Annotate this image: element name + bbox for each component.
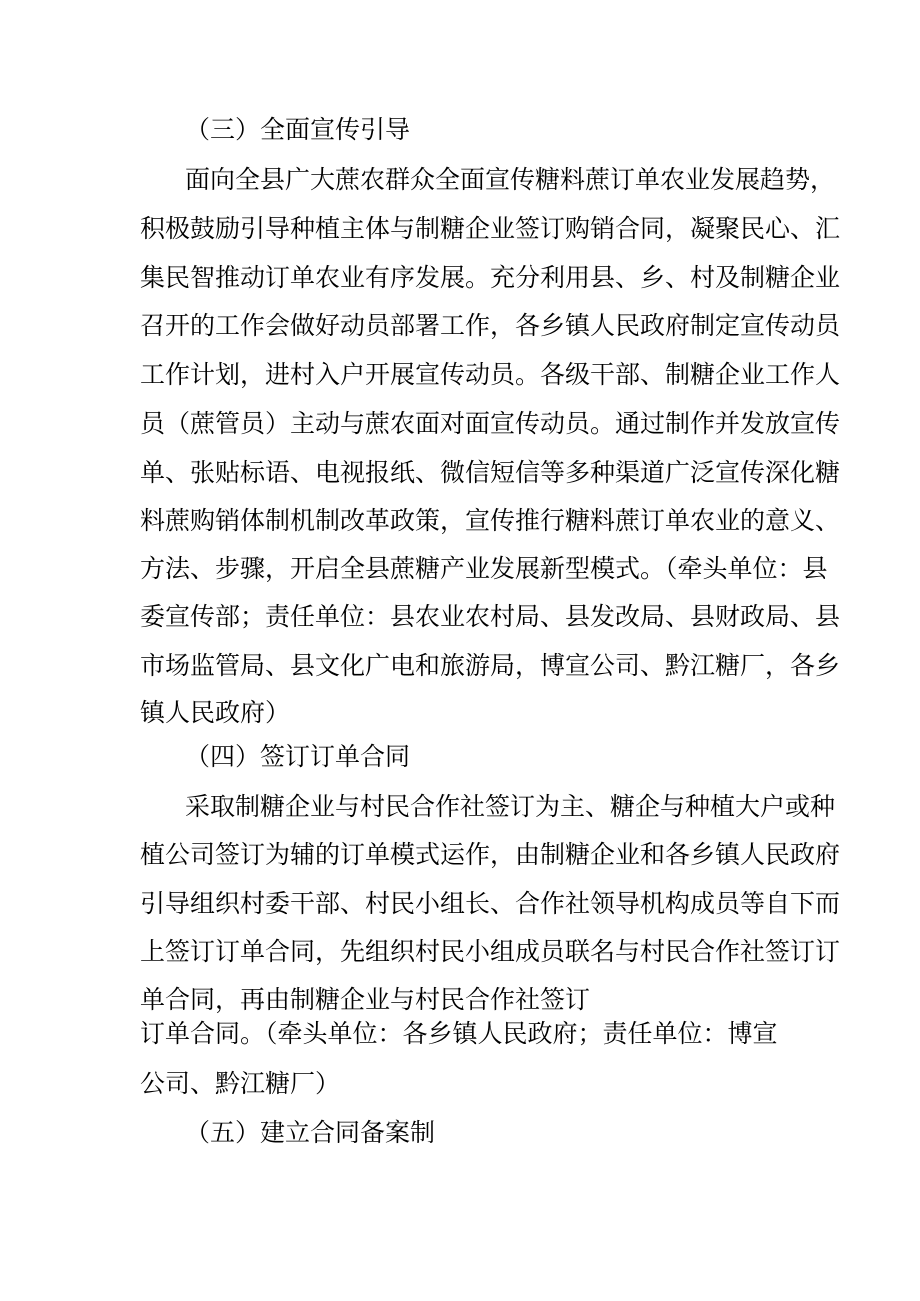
paragraph-line: 订单合同。（牵头单位：各乡镇人民政府；责任单位：博宣 [140,1019,778,1048]
paragraph-line: 采取制糖企业与村民合作社签订为主、糖企与种植大户或种 [185,792,836,821]
paragraph-line: 引导组织村委干部、村民小组长、合作社领导机构成员等自下而 [140,889,841,918]
paragraph-line: 市场监管局、县文化广电和旅游局，博宣公司、黔江糖厂，各乡 [140,651,841,680]
paragraph-line: 工作计划，进村入户开展宣传动员。各级干部、制糖企业工作人 [140,360,841,389]
paragraph-line: 单、张贴标语、电视报纸、微信短信等多种渠道广泛宣传深化糖 [140,458,841,487]
paragraph-line: 召开的工作会做好动员部署工作，各乡镇人民政府制定宣传动员 [140,311,841,340]
paragraph-line: 植公司签订为辅的订单模式运作，由制糖企业和各乡镇人民政府 [140,840,841,869]
section-heading-4: （四）签订订单合同 [185,742,411,771]
paragraph-line: 单合同，再由制糖企业与村民合作社签订 [140,985,591,1014]
paragraph-line: 面向全县广大蔗农群众全面宣传糖料蔗订单农业发展趋势， [185,165,836,194]
section-heading-3: （三）全面宣传引导 [185,115,411,144]
paragraph-line: 集民智推动订单农业有序发展。充分利用县、乡、村及制糖企业 [140,263,841,292]
paragraph-line: 方法、步骤，开启全县蔗糖产业发展新型模式。（牵头单位：县 [140,554,828,583]
paragraph-line: 员（蔗管员）主动与蔗农面对面宣传动员。通过制作并发放宣传 [140,409,841,438]
paragraph-line: 委宣传部；责任单位：县农业农村局、县发改局、县财政局、县 [140,602,841,631]
paragraph-line: 镇人民政府） [140,698,291,727]
paragraph-line: 上签订订单合同，先组织村民小组成员联名与村民合作社签订订 [140,937,841,966]
paragraph-line: 公司、黔江糖厂） [140,1069,341,1098]
section-heading-5: （五）建立合同备案制 [185,1118,436,1147]
paragraph-line: 积极鼓励引导种植主体与制糖企业签订购销合同，凝聚民心、汇 [140,214,841,243]
paragraph-line: 料蔗购销体制机制改革政策，宣传推行糖料蔗订单农业的意义、 [140,506,841,535]
